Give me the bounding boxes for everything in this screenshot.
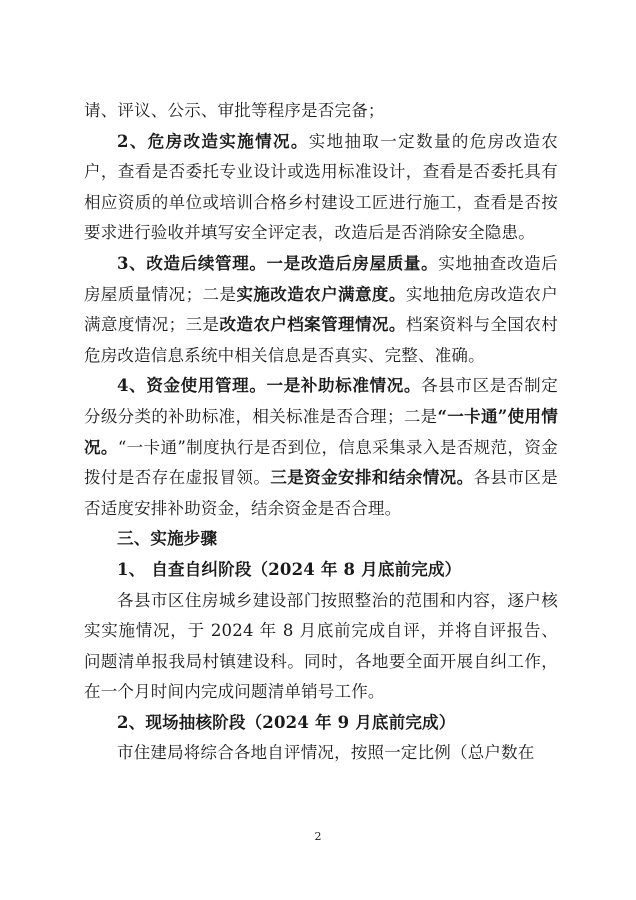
paragraph-continuation	[84, 96, 558, 127]
paragraph-heading: 2、危房改造实施情况。	[117, 131, 309, 151]
paragraph-funds	[84, 371, 558, 524]
body-text	[84, 96, 558, 769]
paragraph-heading: 3、改造后续管理。一是改造后房屋质量。	[117, 253, 439, 273]
subheading-self-check	[84, 555, 558, 586]
text-segment: 实地抽取一定数量的危房改造农户，查看是否委托专业设计或选用标准设计，查看是否委托具有相应资质的单位或培训合格乡村建设工匠进行施工，查看是否按要求进行验收并填写安全评定表，改造后是否消除安全隐患。	[84, 131, 558, 243]
bold-segment: 实施改造农户满意度。	[236, 284, 406, 304]
paragraph-follow-up	[84, 249, 558, 371]
heading-text: 1、 自查自纠阶段（2024 年 8 月底前完成）	[117, 559, 462, 579]
text-segment: “一卡通”制度执行是否到位，信息采集录入是否规范，资金拨付是否存在虚报冒领。	[84, 437, 558, 488]
heading-text: 三、实施步骤	[117, 529, 218, 549]
text-segment: 实地抽危房改造农户满意度情况；三是	[84, 284, 559, 335]
text-segment: 市住建局将综合各地自评情况，按照一定比例（总户数在	[117, 743, 535, 763]
text-segment: 各县市区是否制定分级分类的补助标准，相关标准是否合理；二是	[84, 376, 558, 426]
heading-text: 2、现场抽核阶段（2024 年 9 月底前完成）	[117, 712, 456, 732]
text-segment: 请、评议、公示、审批等程序是否完备；	[84, 101, 385, 120]
bold-segment: 三是资金安排和结余情况。	[270, 468, 474, 488]
page-number: 2	[314, 830, 322, 843]
section-heading-steps	[84, 524, 558, 555]
text-segment: 各县市区住房城乡建设部门按照整治的范围和内容，逐户核实实施情况，于 2024 年 8 月底前完成自评，并将自评报告、问题清单报我局村镇建设科。同时，各地要全面开展自纠工作，在一个月时间内完成问题清单销号工作。	[84, 590, 558, 702]
text-segment: 档案资料与全国农村危房改造信息系统中相关信息是否真实、完整、准确。	[84, 315, 559, 365]
text-segment: 实地抽查改造后房屋质量情况；二是	[84, 253, 559, 304]
subheading-onsite-check	[84, 708, 558, 739]
bold-segment: 改造农户档案管理情况。	[219, 315, 406, 335]
paragraph-implementation	[84, 127, 558, 249]
text-segment: 各县市区是否适度安排补助资金，结余资金是否合理。	[84, 468, 559, 518]
paragraph-heading: 4、资金使用管理。一是补助标准情况。	[117, 376, 422, 396]
paragraph-self-check	[84, 586, 558, 708]
bold-segment: “一卡通”使用情况。	[84, 406, 558, 457]
paragraph-onsite-check	[84, 738, 558, 769]
